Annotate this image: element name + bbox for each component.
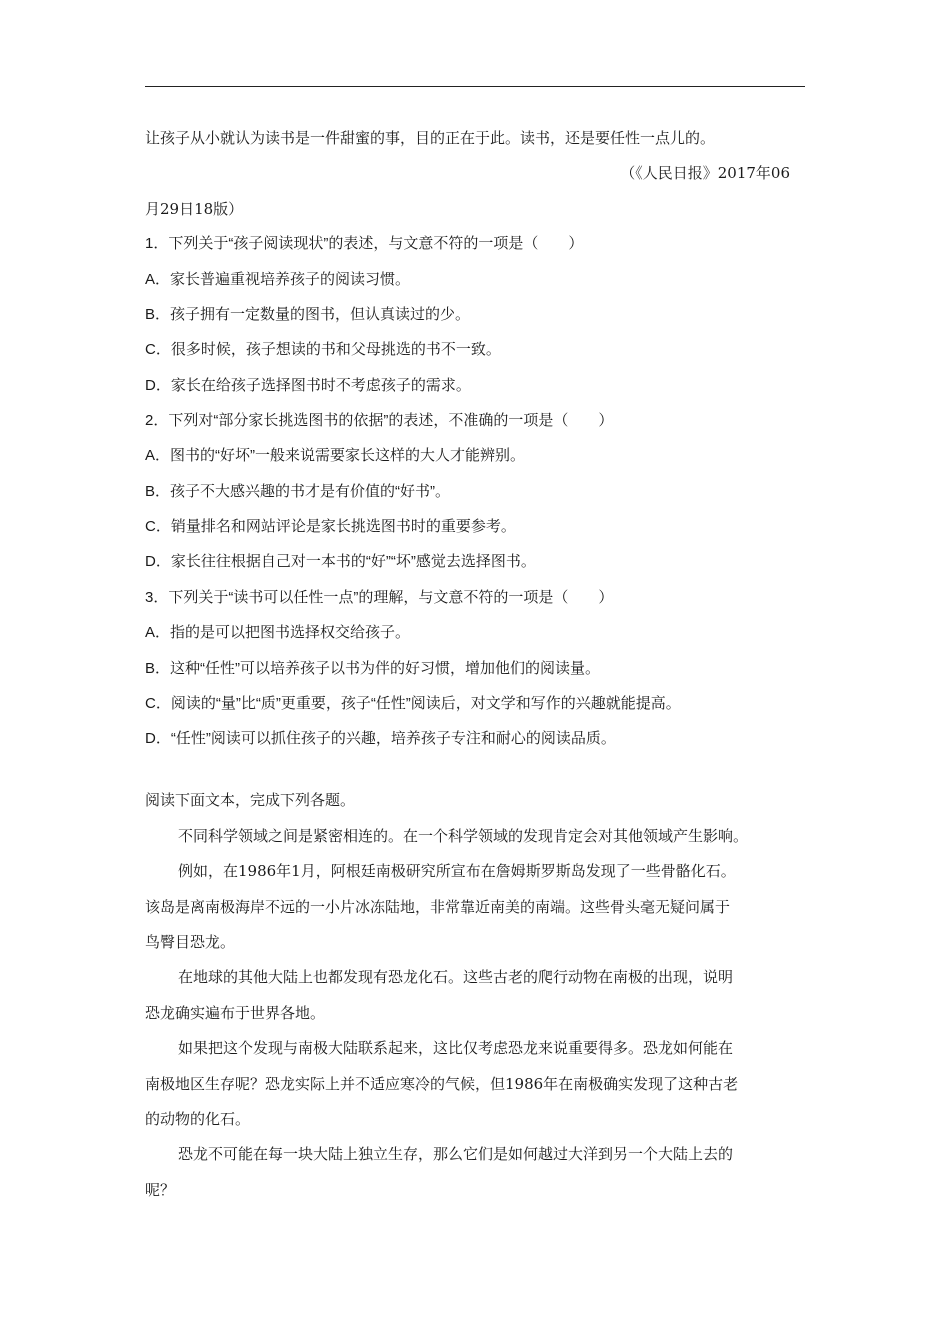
question-3-option-d: D．“任性”阅读可以抓住孩子的兴趣，培养孩子专注和耐心的阅读品质。 xyxy=(145,730,616,747)
question-2-option-d: D．家长往往根据自己对一本书的“好”“坏”感觉去选择图书。 xyxy=(145,553,536,570)
source-citation: （《人民日报》2017年06 xyxy=(620,164,790,182)
reading-instruction: 阅读下面文本，完成下列各题。 xyxy=(145,792,356,809)
question-3-option-c: C．阅读的“量”比“质”更重要，孩子“任性”阅读后，对文学和写作的兴趣就能提高。 xyxy=(145,695,681,712)
passage-line: 不同科学领域之间是紧密相连的。在一个科学领域的发现肯定会对其他领域产生影响。 xyxy=(178,827,749,845)
passage-line: 恐龙不可能在每一块大陆上独立生存，那么它们是如何越过大洋到另一个大陆上去的 xyxy=(178,1145,734,1163)
passage-line: 该岛是离南极海岸不远的一小片冰冻陆地，非常靠近南美的南端。这些骨头毫无疑问属于 xyxy=(145,898,731,916)
question-3-stem: 3．下列关于“读书可以任性一点”的理解，与文意不符的一项是（ ） xyxy=(145,589,614,606)
passage-line: 在地球的其他大陆上也都发现有恐龙化石。这些古老的爬行动物在南极的出现，说明 xyxy=(178,968,734,986)
question-2-option-c: C．销量排名和网站评论是家长挑选图书时的重要参考。 xyxy=(145,518,516,535)
question-3-option-a: A．指的是可以把图书选择权交给孩子。 xyxy=(145,624,411,641)
question-1-option-d: D．家长在给孩子选择图书时不考虑孩子的需求。 xyxy=(145,377,471,394)
question-2-option-a: A．图书的“好坏”一般来说需要家长这样的大人才能辨别。 xyxy=(145,447,525,464)
question-1-option-c: C．很多时候，孩子想读的书和父母挑选的书不一致。 xyxy=(145,341,501,358)
question-2-stem: 2．下列对“部分家长挑选图书的依据”的表述，不准确的一项是（ ） xyxy=(145,412,614,429)
passage-line: 的动物的化石。 xyxy=(145,1110,251,1128)
question-3-option-b: B．这种“任性”可以培养孩子以书为伴的好习惯，增加他们的阅读量。 xyxy=(145,660,600,677)
question-1-option-b: B．孩子拥有一定数量的图书，但认真读过的少。 xyxy=(145,306,471,323)
passage-line: 南极地区生存呢？恐龙实际上并不适应寒冷的气候，但1986年在南极确实发现了这种古老 xyxy=(145,1075,739,1093)
question-1-stem: 1．下列关于“孩子阅读现状”的表述，与文意不符的一项是（ ） xyxy=(145,235,584,252)
passage-line: 呢？ xyxy=(145,1181,176,1199)
passage-line: 恐龙确实遍布于世界各地。 xyxy=(145,1004,326,1022)
question-1-option-a: A．家长普遍重视培养孩子的阅读习惯。 xyxy=(145,271,411,288)
question-2-option-b: B．孩子不大感兴趣的书才是有价值的“好书”。 xyxy=(145,483,450,500)
passage-line: 鸟臀目恐龙。 xyxy=(145,933,236,951)
source-citation-continued: 月29日18版） xyxy=(145,200,244,218)
header-rule xyxy=(145,86,805,87)
passage-line: 如果把这个发现与南极大陆联系起来，这比仅考虑恐龙来说重要得多。恐龙如何能在 xyxy=(178,1039,734,1057)
passage-line: 例如，在1986年1月，阿根廷南极研究所宣布在詹姆斯罗斯岛发现了一些骨骼化石。 xyxy=(178,862,736,880)
passage-closing-line: 让孩子从小就认为读书是一件甜蜜的事，目的正在于此。读书，还是要任性一点儿的。 xyxy=(145,129,716,147)
